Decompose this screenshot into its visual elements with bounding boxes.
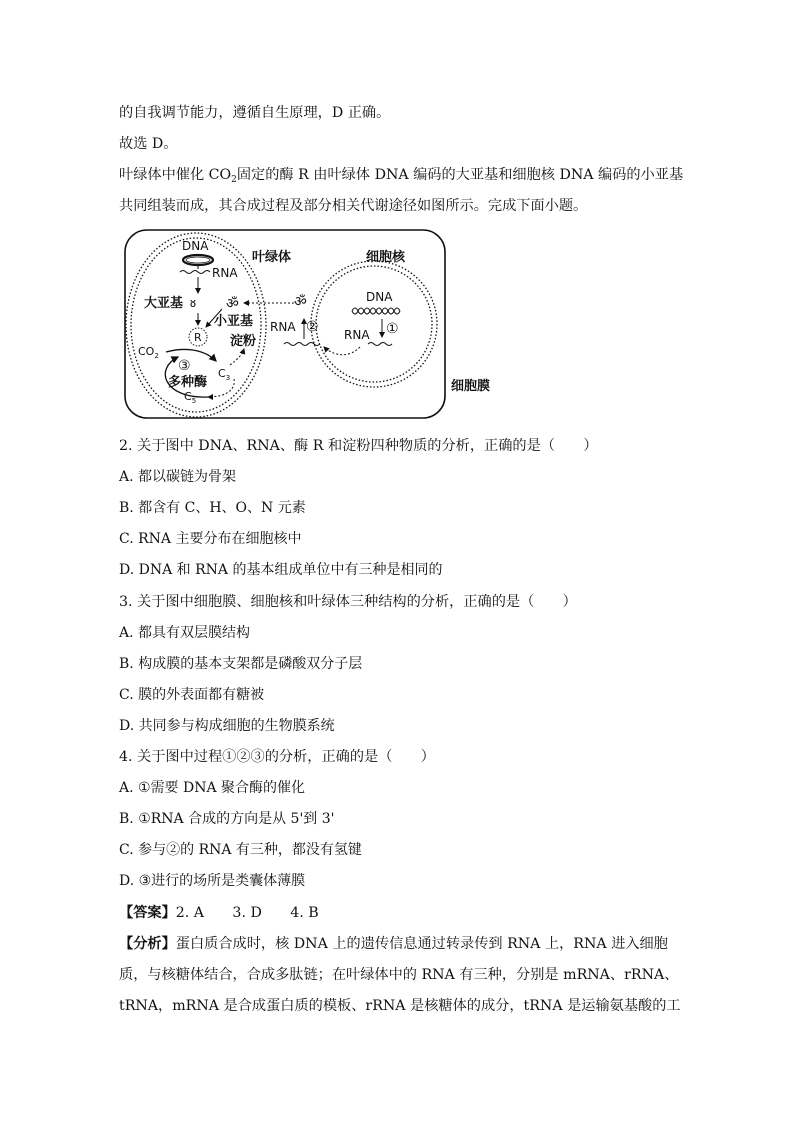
nucleus-dna-label: DNA xyxy=(366,290,393,304)
q3-option-c: C. 膜的外表面都有糖被 xyxy=(119,687,265,703)
intro-line-3-pre: 叶绿体中催化 CO xyxy=(119,167,232,183)
small-subunit-label: 小亚基 xyxy=(214,314,254,329)
q4-stem: 4. 关于图中过程①②③的分析，正确的是（ ） xyxy=(119,749,435,765)
intro-line-3-post: 固定的酶 R 由叶绿体 DNA 编码的大亚基和细胞核 DNA 编码的小亚基 xyxy=(236,167,684,183)
analysis-label: 【分析】 xyxy=(119,936,176,952)
answer-line xyxy=(119,904,319,922)
q4-option-d: D. ③进行的场所是类囊体薄膜 xyxy=(119,873,306,889)
chloroplast-dna-label: DNA xyxy=(182,239,209,253)
intro-line-4: 共同组装而成，其合成过程及部分相关代谢途径如图所示。完成下面小题。 xyxy=(119,198,588,214)
enzymes-label: 多种酶 xyxy=(168,375,208,390)
rna-mid-label: RNA xyxy=(270,320,296,334)
intro-line-2: 故选 D。 xyxy=(119,136,178,152)
analysis-line-3: tRNA，mRNA 是合成蛋白质的模板、rRNA 是核糖体的成分，tRNA 是运输氨基酸的工 xyxy=(119,998,681,1014)
analysis-line-1 xyxy=(119,935,668,953)
large-subunit-glyph: ᴕ xyxy=(190,296,196,311)
nucleus-inner-membrane xyxy=(316,266,432,382)
co2-label: $CO_2$ xyxy=(138,345,159,360)
enzyme-r-label: R xyxy=(194,331,202,344)
cell-membrane-label: 细胞膜 xyxy=(451,379,491,394)
step-1-label: ① xyxy=(386,321,399,337)
chloroplast-synthesis-diagram xyxy=(124,229,448,419)
q4-option-b: B. ①RNA 合成的方向是从 5'到 3' xyxy=(119,811,335,827)
starch-label: 淀粉 xyxy=(230,334,257,349)
nucleus-rna-label: RNA xyxy=(344,328,370,342)
answer-label: 【答案】 xyxy=(119,905,176,921)
q2-option-d: D. DNA 和 RNA 的基本组成单位中有三种是相同的 xyxy=(119,562,443,578)
q3-option-b: B. 构成膜的基本支架都是磷酸双分子层 xyxy=(119,656,363,672)
cyto-rna-strand xyxy=(284,343,320,346)
q2-option-a: A. 都以碳链为骨架 xyxy=(119,469,237,485)
small-subunit-cyto-glyph: ॐ xyxy=(294,294,307,310)
step-2-label: ② xyxy=(306,319,319,335)
intro-line-3 xyxy=(119,166,683,189)
q2-option-b: B. 都含有 C、H、O、N 元素 xyxy=(119,500,306,516)
q3-option-d: D. 共同参与构成细胞的生物膜系统 xyxy=(119,718,335,734)
intro-line-3-sub: 2 xyxy=(231,175,237,185)
nucleus-label: 细胞核 xyxy=(366,250,406,265)
q4-option-c: C. 参与②的 RNA 有三种，都没有氢键 xyxy=(119,842,362,858)
q2-option-c: C. RNA 主要分布在细胞核中 xyxy=(119,531,302,547)
chloroplast-label: 叶绿体 xyxy=(252,250,292,265)
nucleus-outer-membrane xyxy=(311,261,437,387)
c5-label: $C_5$ xyxy=(184,390,197,405)
arrow-rna-export xyxy=(324,347,360,355)
chloroplast-dna-ring-inner xyxy=(186,257,210,263)
arrow-c3-to-starch xyxy=(230,349,244,365)
arrow-c3-to-c5 xyxy=(208,379,234,397)
q2-stem: 2. 关于图中 DNA、RNA、酶 R 和淀粉四种物质的分析，正确的是（ ） xyxy=(119,438,598,454)
chloroplast-rna-strand xyxy=(180,271,210,274)
small-subunit-glyph: ॐ xyxy=(226,296,239,312)
large-subunit-label: 大亚基 xyxy=(144,296,184,311)
q3-stem: 3. 关于图中细胞膜、细胞核和叶绿体三种结构的分析，正确的是（ ） xyxy=(119,594,577,610)
nucleus-dna-helix xyxy=(352,308,400,314)
analysis-line-2: 质，与核糖体结合，合成多肽链；在叶绿体中的 RNA 有三种，分别是 mRNA、rRNA、 xyxy=(119,967,679,983)
nucleus-rna-strand xyxy=(368,343,392,346)
step-3-label: ③ xyxy=(178,358,191,374)
chloroplast-dna-ring xyxy=(183,255,213,265)
chloroplast-rna-label: RNA xyxy=(212,266,238,280)
analysis-text-1: 蛋白质合成时，核 DNA 上的遗传信息通过转录传到 RNA 上，RNA 进入细胞 xyxy=(175,936,668,952)
q4-option-a: A. ①需要 DNA 聚合酶的催化 xyxy=(119,780,306,796)
answer-value: 2. A 3. D 4. B xyxy=(175,905,319,921)
intro-line-1: 的自我调节能力，遵循自生原理，D 正确。 xyxy=(119,105,391,121)
q3-option-a: A. 都具有双层膜结构 xyxy=(119,625,251,641)
c3-label: $C_3$ xyxy=(218,367,231,382)
